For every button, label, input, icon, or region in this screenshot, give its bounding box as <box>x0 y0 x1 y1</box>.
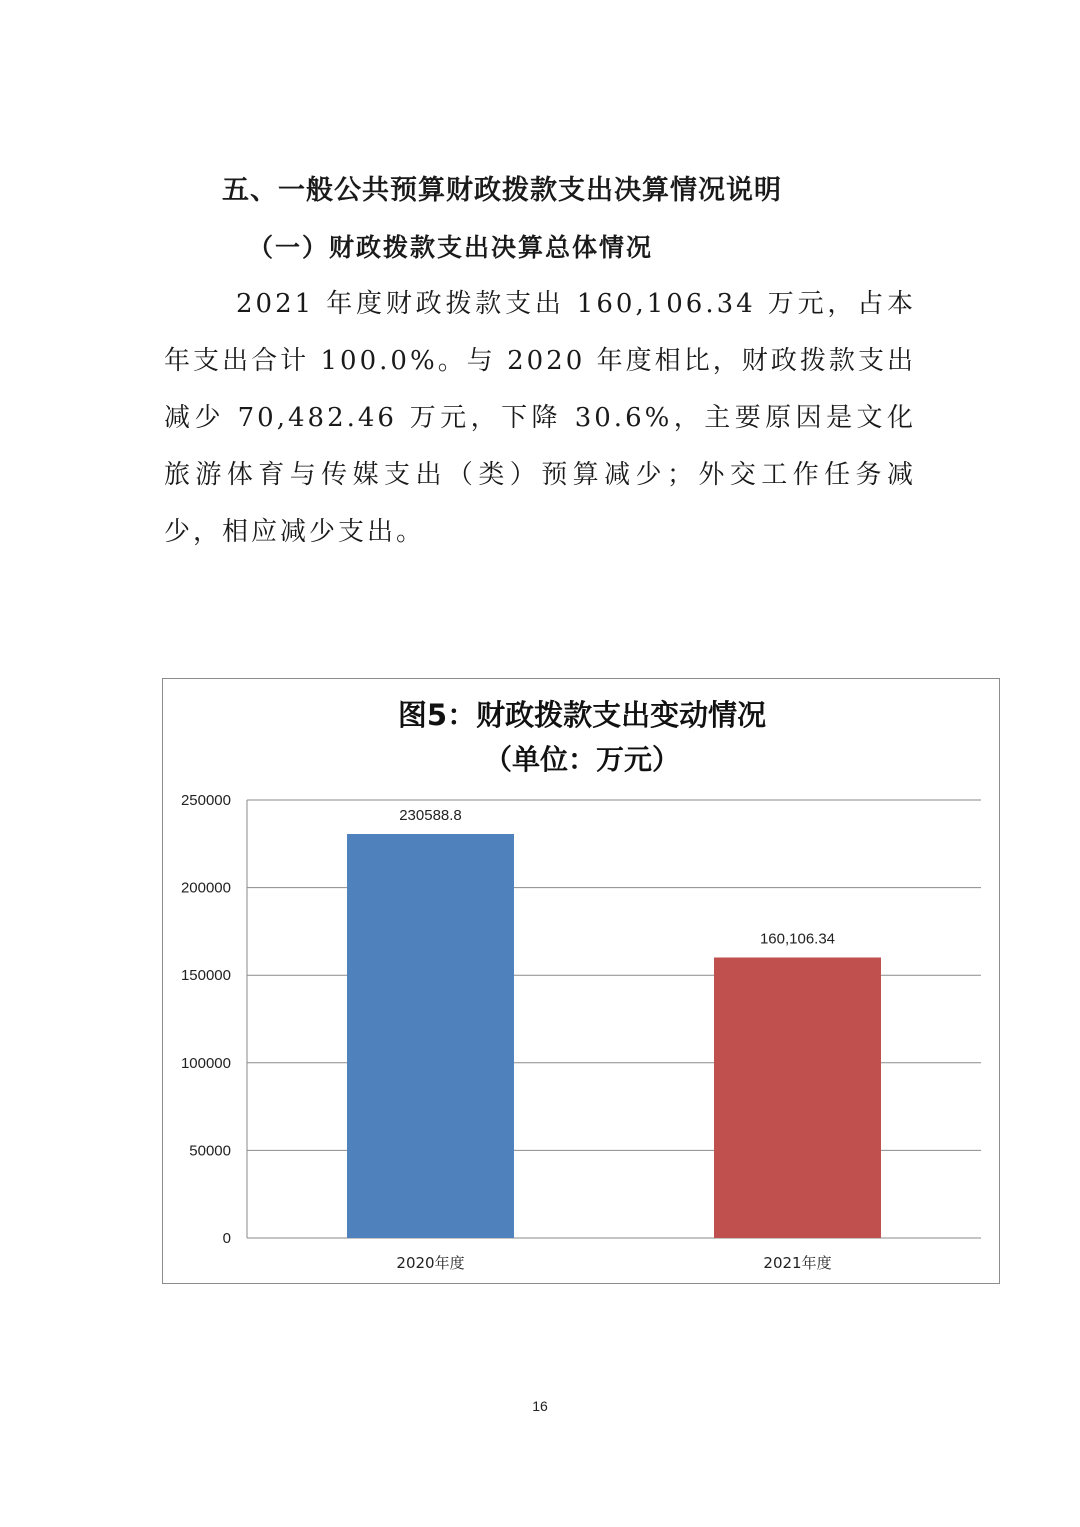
y-tick-label: 50000 <box>189 1142 231 1160</box>
page-number: 16 <box>532 1398 548 1414</box>
y-tick-label: 100000 <box>180 1054 231 1072</box>
chart-frame <box>162 678 1000 1284</box>
x-axis <box>396 1254 831 1272</box>
subsection-heading: （一）财政拨款支出决算总体情况 <box>248 233 654 262</box>
x-tick-label: 2020年度 <box>396 1254 465 1272</box>
bars <box>347 807 881 1238</box>
y-tick-label: 250000 <box>180 792 231 809</box>
body-paragraph: 2021 年度财政拨款支出 160,106.34 万元，占本年支出合计 100.0%。与 2020 年度相比，财政拨款支出减少 70,482.46 万元，下降 30.6%，主要原因是文化旅游体育与传媒支出（类）预算减少；外交工作任务减少，相应减少支出。 <box>164 289 916 547</box>
bar <box>347 834 514 1238</box>
bar-chart <box>163 679 1001 1285</box>
y-axis <box>181 792 247 1247</box>
chart-subtitle: （单位：万元） <box>483 743 681 776</box>
y-tick-label: 150000 <box>180 967 231 985</box>
y-tick-label: 0 <box>222 1230 231 1247</box>
bar <box>714 957 881 1238</box>
y-tick-label: 200000 <box>180 879 231 897</box>
x-tick-label: 2021年度 <box>763 1254 832 1272</box>
data-label: 230588.8 <box>399 807 462 825</box>
chart-title: 图5：财政拨款支出变动情况 <box>397 698 767 732</box>
section-heading: 五、一般公共预算财政拨款支出决算情况说明 <box>222 175 782 206</box>
data-label: 160,106.34 <box>759 930 836 948</box>
